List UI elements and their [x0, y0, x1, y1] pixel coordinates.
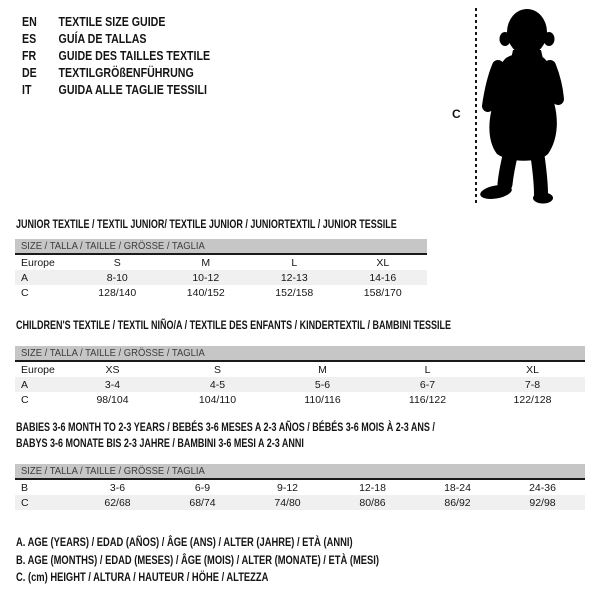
table-row-height: [15, 285, 427, 300]
table-row-age: [15, 270, 427, 285]
row-label: C: [21, 393, 29, 406]
toddler-silhouette-icon: [478, 6, 570, 206]
height-cell: 152/158: [275, 286, 314, 299]
language-heading-list: [22, 14, 210, 99]
table-row-height: [15, 392, 585, 407]
language-code: EN: [22, 15, 37, 29]
height-cell: 98/104: [96, 393, 129, 406]
junior-size-header-bar: [15, 239, 427, 253]
size-cell: XL: [526, 363, 539, 376]
height-cell: 110/116: [304, 393, 341, 406]
language-label: GUÍA DE TALLAS: [58, 32, 147, 46]
age-cell: 3-6: [109, 481, 126, 494]
height-cell: 158/170: [363, 286, 402, 299]
language-code: DE: [22, 66, 37, 80]
language-label: TEXTILGRÖßENFÜHRUNG: [58, 66, 194, 80]
height-cell: 74/80: [274, 496, 301, 509]
row-label: Europe: [21, 363, 55, 376]
age-cell: 18-24: [444, 481, 471, 494]
language-row-fr: [22, 48, 210, 65]
age-cell: 5-6: [314, 378, 331, 391]
table-row-age: [15, 377, 585, 392]
height-cell: 86/92: [444, 496, 471, 509]
size-cell: S: [113, 256, 121, 269]
junior-section-title: [16, 217, 397, 233]
height-dashed-line: [475, 8, 477, 206]
junior-section-title-line: JUNIOR TEXTILE / TEXTIL JUNIOR/ TEXTILE JUNIOR / JUNIORTEXTIL / JUNIOR TESSILE: [16, 217, 397, 231]
language-row-de: [22, 65, 210, 82]
babies-size-table: [15, 478, 585, 510]
children-size-header-bar: [15, 346, 585, 360]
babies-section-title: [16, 420, 435, 451]
size-cell: M: [201, 256, 211, 269]
language-label: GUIDE DES TAILLES TEXTILE: [58, 49, 211, 63]
language-row-en: [22, 14, 210, 31]
babies-section-title-line-1: BABIES 3-6 MONTH TO 2-3 YEARS / BEBÉS 3-6 MESES A 2-3 AÑOS / BÉBÉS 3-6 MOIS À 2-3 ANS /: [16, 420, 435, 434]
height-cell: 68/74: [189, 496, 216, 509]
row-label: C: [21, 286, 29, 299]
row-label: A: [21, 271, 29, 284]
footnote-age-months: B. AGE (MONTHS) / EDAD (MESES) / ÂGE (MOIS) / ALTER (MONATE) / ETÀ (MESI): [16, 552, 379, 567]
children-size-header-text: SIZE / TALLA / TAILLE / GRÖSSE / TAGLIA: [21, 347, 205, 359]
junior-size-header-text: SIZE / TALLA / TAILLE / GRÖSSE / TAGLIA: [21, 240, 205, 252]
height-cell: 116/122: [408, 393, 447, 406]
language-code: ES: [22, 32, 37, 46]
age-cell: 7-8: [524, 378, 541, 391]
height-cell: 92/98: [529, 496, 556, 509]
height-measure-label: C: [452, 107, 461, 121]
age-cell: 6-7: [419, 378, 436, 391]
row-label: A: [21, 378, 29, 391]
footnote-age-years: A. AGE (YEARS) / EDAD (AÑOS) / ÂGE (ANS) / ALTER (JAHRE) / ETÀ (ANNI): [16, 535, 353, 549]
size-cell: S: [213, 363, 221, 376]
size-cell: L: [291, 256, 298, 269]
language-label: TEXTILE SIZE GUIDE: [58, 15, 166, 29]
children-section-title-line: CHILDREN'S TEXTILE / TEXTIL NIÑO/A / TEXTILE DES ENFANTS / KINDERTEXTIL / BAMBINI TESSILE: [16, 318, 452, 332]
height-cell: 128/140: [98, 286, 137, 299]
age-cell: 8-10: [106, 271, 128, 284]
age-cell: 9-12: [276, 481, 298, 494]
babies-section-title-line-2: BABYS 3-6 MONATE BIS 2-3 JAHRE / BAMBINI 3-6 MESI A 2-3 ANNI: [16, 435, 304, 450]
height-cell: 140/152: [186, 286, 225, 299]
babies-size-header-bar: [15, 464, 585, 478]
language-code: FR: [22, 49, 37, 63]
age-cell: 4-5: [209, 378, 226, 391]
language-row-es: [22, 31, 210, 48]
children-section-title: [16, 318, 451, 334]
age-cell: 24-36: [529, 481, 556, 494]
children-size-table: [15, 360, 585, 407]
table-row-age-months: [15, 480, 585, 495]
footnote-legend: [16, 534, 379, 587]
height-cell: 122/128: [513, 393, 552, 406]
age-cell: 12-18: [359, 481, 386, 494]
age-cell: 3-4: [104, 378, 121, 391]
row-label: B: [21, 481, 29, 494]
language-label: GUIDA ALLE TAGLIE TESSILI: [58, 83, 207, 97]
language-code: IT: [22, 83, 32, 97]
size-cell: M: [318, 363, 327, 376]
table-row-europe: [15, 255, 427, 270]
age-cell: 14-16: [369, 271, 397, 284]
size-cell: L: [424, 363, 431, 376]
size-cell: XL: [376, 256, 390, 269]
age-cell: 12-13: [280, 271, 308, 284]
size-cell: XS: [105, 363, 120, 376]
footnote-height-cm: C. (cm) HEIGHT / ALTURA / HAUTEUR / HÖHE / ALTEZZA: [16, 570, 269, 584]
age-cell: 6-9: [194, 481, 211, 494]
height-cell: 80/86: [359, 496, 386, 509]
height-cell: 104/110: [198, 393, 237, 406]
age-cell: 10-12: [192, 271, 220, 284]
height-cell: 62/68: [104, 496, 131, 509]
row-label: C: [21, 496, 29, 509]
babies-size-header-text: SIZE / TALLA / TAILLE / GRÖSSE / TAGLIA: [21, 465, 205, 477]
table-row-europe: [15, 362, 585, 377]
table-row-height: [15, 495, 585, 510]
row-label: Europe: [21, 256, 55, 269]
language-row-it: [22, 82, 210, 99]
junior-size-table: [15, 253, 427, 300]
